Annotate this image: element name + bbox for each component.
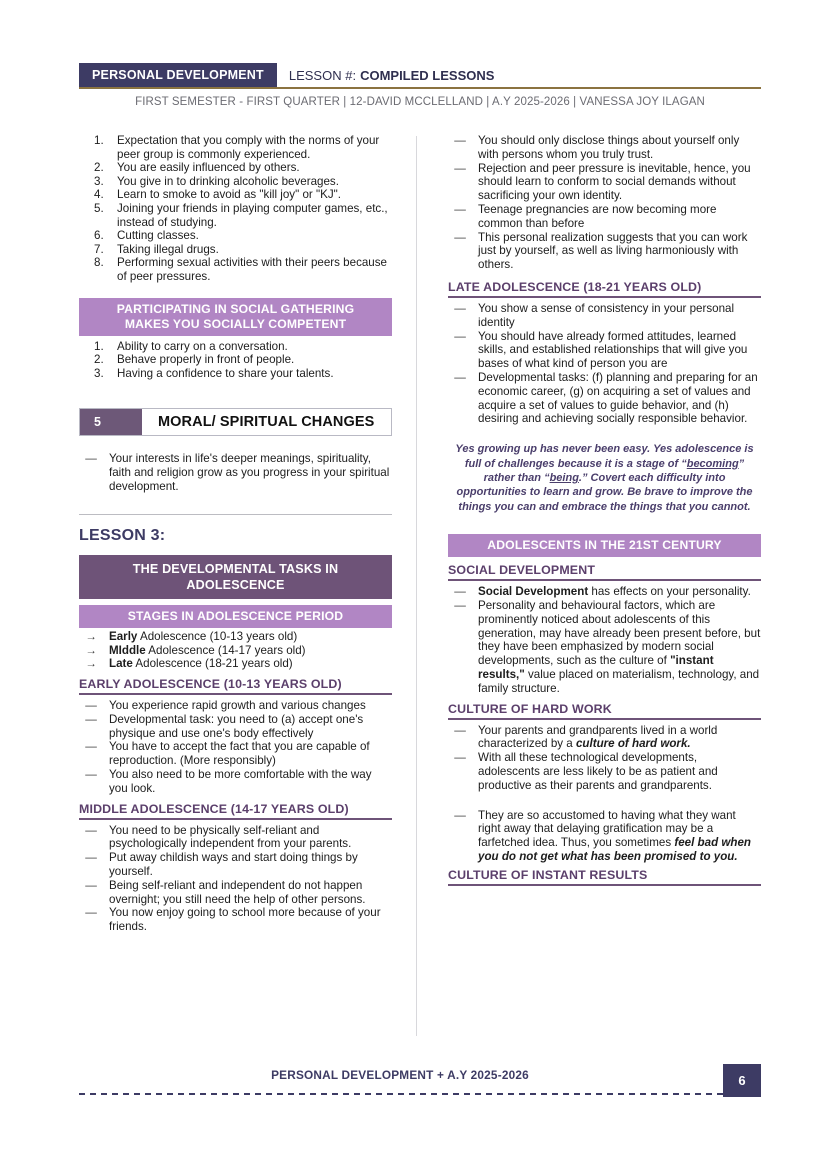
hard-work-bold-1: culture of hard work. (575, 737, 691, 751)
social-dev-part-2: value placed on materialism, technology, and family structure. (478, 667, 760, 695)
left-column (79, 134, 392, 934)
list-item (448, 599, 761, 696)
footer-text: PERSONAL DEVELOPMENT + A.Y 2025-2026 (271, 1068, 529, 1082)
list-item (79, 740, 392, 768)
lesson3-banner-line1: THE DEVELOPMENTAL TASKS IN (132, 561, 339, 576)
list-item (79, 713, 392, 741)
list-item-text: Expectation that you comply with the norms of your peer group is commonly experienced. (117, 134, 380, 161)
list-item-text: You have to accept the fact that you are capable of reproduction. (More responsibly) (109, 740, 370, 768)
list-item (79, 879, 392, 907)
list-item (79, 188, 392, 202)
social-dev-part-1: Personality and behavioural factors, which are prominently noticed about adolescents of this generation, may have already been present before, but they have been emphasized by modern social developments, such as the culture of (478, 598, 761, 668)
quote-part-3: .” Covert each difficulty into opportunities to learn and grow. Be brave to improve the things you can and embrace the things that you cannot. (456, 471, 753, 513)
dash-icon: — (85, 712, 97, 726)
list-item (79, 630, 392, 644)
list-item-text: Rejection and peer pressure is inevitable, hence, you should learn to conform to social demands without sacrificing your own identity. (478, 161, 751, 203)
footer-dashed-rule (79, 1093, 761, 1095)
column-divider (416, 136, 417, 1036)
list-item-number: 3. (94, 366, 104, 380)
late-adolescence-list (448, 302, 761, 426)
subject-badge: PERSONAL DEVELOPMENT (79, 63, 277, 87)
dash-icon: — (85, 452, 97, 466)
list-item (79, 824, 392, 852)
early-adolescence-list (79, 699, 392, 796)
dash-icon: — (454, 723, 466, 737)
arrow-icon: → (85, 657, 97, 671)
list-item-text: You need to be physically self-reliant and psychologically independent from your parents. (109, 823, 352, 851)
dash-icon: — (454, 329, 466, 343)
page-header (79, 63, 761, 108)
list-item (79, 175, 392, 189)
social-development-list (448, 585, 761, 695)
header-subtitle: FIRST SEMESTER - FIRST QUARTER | 12-DAVID MCCLELLAND | A.Y 2025-2026 | VANESSA JOY ILAGAN (135, 96, 705, 108)
header-bar (79, 63, 761, 87)
culture-of-instant-results-head: CULTURE OF INSTANT RESULTS (448, 868, 761, 886)
page-number-badge: 6 (723, 1064, 761, 1097)
list-item-number: 2. (94, 353, 104, 367)
list-item-text: This personal realization suggests that you can work just by yourself, as well as living harmoniously with others. (478, 230, 748, 272)
page-footer (79, 1068, 761, 1108)
list-item (448, 330, 761, 371)
list-item (79, 906, 392, 934)
list-item-text (478, 585, 761, 599)
list-item-number: 4. (94, 188, 104, 202)
dash-icon: — (454, 370, 466, 384)
list-item (79, 243, 392, 257)
list-item-text: Behave properly in front of people. (117, 353, 295, 367)
list-item-text: You also need to be more comfortable with the way you look. (109, 768, 372, 795)
lesson3-banner (79, 555, 392, 599)
lesson-label: LESSON #: (288, 67, 357, 83)
list-item (79, 452, 392, 493)
arrow-icon: → (85, 629, 97, 643)
list-item (79, 657, 392, 671)
list-item-text: You should only disclose things about yourself only with persons whom you truly trust. (478, 134, 740, 161)
list-item (79, 353, 392, 367)
list-item-text (109, 644, 392, 658)
moral-section-number: 5 (80, 409, 142, 435)
list-item (79, 229, 392, 243)
hard-work-part-3: They are so accustomed to having what they want right away that delaying gratification may be a farfetched idea. Thus, you sometimes (478, 808, 736, 850)
list-item (448, 371, 761, 426)
list-item-rest: Adolescence (18-21 years old) (132, 657, 293, 671)
list-item-text: Having a confidence to share your talents. (117, 366, 334, 380)
dash-icon: — (85, 878, 97, 892)
list-item (79, 367, 392, 381)
culture-of-hard-work-list (448, 724, 761, 793)
hard-work-bold-3: feel bad when you do not get what has been promised to you. (478, 836, 752, 863)
list-item-number: 8. (94, 256, 104, 270)
arrow-icon: → (85, 643, 97, 657)
list-item-number: 1. (94, 339, 104, 353)
list-item-bold: Late (109, 657, 133, 671)
list-item (448, 134, 761, 162)
two-column-body (79, 134, 761, 1039)
hard-work-part-1: Your parents and grandparents lived in a world characterized by a (478, 723, 718, 751)
list-item-number: 6. (94, 229, 104, 243)
social-gathering-banner-line1: PARTICIPATING IN SOCIAL GATHERING (116, 301, 355, 316)
list-item-number: 2. (94, 161, 104, 175)
list-item (448, 724, 761, 752)
list-item-text: You give in to drinking alcoholic beverages. (117, 174, 339, 188)
list-item-text: Teenage pregnancies are now becoming more common than before (478, 202, 717, 230)
social-dev-bold-2: "instant results," (478, 654, 714, 681)
list-item-text (109, 657, 392, 671)
list-item-number: 7. (94, 242, 104, 256)
dash-icon: — (85, 823, 97, 837)
list-item-text: Performing sexual activities with their peers because of peer pressures. (117, 256, 388, 283)
list-item (79, 644, 392, 658)
list-item (79, 768, 392, 796)
list-item (448, 751, 761, 792)
social-gathering-banner (79, 298, 392, 336)
dash-icon: — (454, 161, 466, 175)
list-item-text: Put away childish ways and start doing things by yourself. (109, 851, 358, 879)
early-adolescence-head: EARLY ADOLESCENCE (10-13 YEARS OLD) (79, 677, 392, 695)
list-item (79, 256, 392, 283)
lesson-value: COMPILED LESSONS (360, 67, 495, 83)
right-column (448, 134, 761, 886)
late-adolescence-head: LATE ADOLESCENCE (18-21 YEARS OLD) (448, 280, 761, 298)
list-item-text: You show a sense of consistency in your personal identity (478, 301, 735, 329)
list-item (448, 302, 761, 330)
dash-icon: — (454, 202, 466, 216)
adolescents-21st-century-banner: ADOLESCENTS IN THE 21ST CENTURY (448, 534, 761, 557)
list-item-text: Joining your friends in playing computer games, etc., instead of studying. (117, 201, 388, 229)
dash-icon: — (85, 768, 97, 782)
list-item (79, 699, 392, 713)
adolescence-quote (448, 442, 761, 514)
instant-gratification-list (448, 809, 761, 864)
list-item-text: Cutting classes. (117, 229, 199, 243)
quote-underline-being: being (549, 471, 579, 484)
lesson3-banner-line2: ADOLESCENCE (186, 577, 285, 592)
middle-adolescence-head: MIDDLE ADOLESCENCE (14-17 YEARS OLD) (79, 802, 392, 820)
list-item (79, 134, 392, 161)
dash-icon: — (454, 134, 466, 147)
list-item-text: Your interests in life's deeper meanings, spirituality, faith and religion grow as you progress in your spiritual development. (109, 452, 390, 493)
lesson3-label: LESSON 3: (79, 526, 166, 544)
adolescence-stages-list (79, 630, 392, 671)
list-item (79, 161, 392, 175)
list-item-bold: MIddle (109, 643, 146, 657)
list-item (79, 851, 392, 879)
list-item-number: 1. (94, 134, 104, 147)
list-item (79, 202, 392, 229)
dash-icon: — (85, 906, 97, 920)
dash-icon: — (454, 585, 466, 599)
list-item (448, 162, 761, 203)
list-item (448, 203, 761, 231)
list-item (448, 585, 761, 599)
culture-of-hard-work-head: CULTURE OF HARD WORK (448, 702, 761, 720)
list-item-text: Developmental task: you need to (a) accept one's physique and use one's body effectively (109, 712, 364, 740)
dash-icon: — (454, 301, 466, 315)
social-development-head: SOCIAL DEVELOPMENT (448, 563, 761, 581)
list-item-text (478, 599, 761, 696)
stages-banner: STAGES IN ADOLESCENCE PERIOD (79, 605, 392, 628)
moral-section-title: MORAL/ SPIRITUAL CHANGES (158, 414, 375, 431)
list-item-text: You now enjoy going to school more because of your friends. (109, 906, 381, 934)
middle-adolescence-list (79, 824, 392, 934)
list-item-text: You experience rapid growth and various changes (109, 699, 366, 713)
list-item-text: With all these technological developments, adolescents are less likely to be as patient and productive as their parents and grandparents. (478, 751, 718, 792)
list-item-number: 3. (94, 174, 104, 188)
dash-icon: — (454, 230, 466, 244)
list-item-text (109, 630, 392, 644)
list-item-text: Taking illegal drugs. (117, 242, 219, 256)
moral-section-box (79, 408, 392, 436)
dash-icon: — (85, 851, 97, 865)
dash-icon: — (85, 699, 97, 713)
social-gathering-banner-line2: MAKES YOU SOCIALLY COMPETENT (124, 316, 347, 331)
list-item-rest: Adolescence (10-13 years old) (137, 629, 298, 643)
list-item-number: 5. (94, 201, 104, 215)
quote-part-2: ” rather than “ (483, 457, 745, 484)
list-item (448, 809, 761, 864)
list-item-text: Developmental tasks: (f) planning and preparing for an economic career, (g) on acquiring a set of values and acquire a set of values to guide behavior, and (h) desiring and achieving socially responsible behavior. (478, 370, 758, 426)
dash-icon: — (85, 740, 97, 754)
list-item-text (478, 724, 761, 752)
list-item-text: You are easily influenced by others. (117, 161, 300, 175)
dash-icon: — (454, 808, 466, 822)
moral-bullet-list (79, 452, 392, 493)
social-dev-bold-1: Social Development (478, 585, 589, 599)
social-gathering-list (79, 340, 392, 381)
dash-icon: — (454, 598, 466, 612)
list-item-text (478, 809, 761, 864)
peer-pressure-list (79, 134, 392, 284)
social-dev-rest-1: has effects on your personality. (588, 585, 751, 599)
list-item-text: You should have already formed attitudes, learned skills, and established relationships that will give you bases of what kind of person you are (478, 329, 748, 371)
dash-icon: — (454, 751, 466, 765)
quote-part-1: Yes growing up has never been easy. Yes adolescence is full of challenges because it is a stage of “ (455, 443, 754, 470)
list-item-text: Learn to smoke to avoid as "kill joy" or "KJ". (117, 188, 341, 202)
list-item (79, 340, 392, 354)
list-item-bold: Early (109, 629, 138, 643)
list-item (448, 231, 761, 272)
quote-underline-becoming: becoming (686, 457, 739, 470)
list-item-text: Ability to carry on a conversation. (117, 339, 288, 353)
lesson-title-bar (277, 63, 761, 87)
social-development-top-list (448, 134, 761, 272)
list-item-rest: Adolescence (14-17 years old) (145, 643, 306, 657)
list-item-text: Being self-reliant and independent do not happen overnight; you still need the help of other persons. (109, 878, 366, 906)
